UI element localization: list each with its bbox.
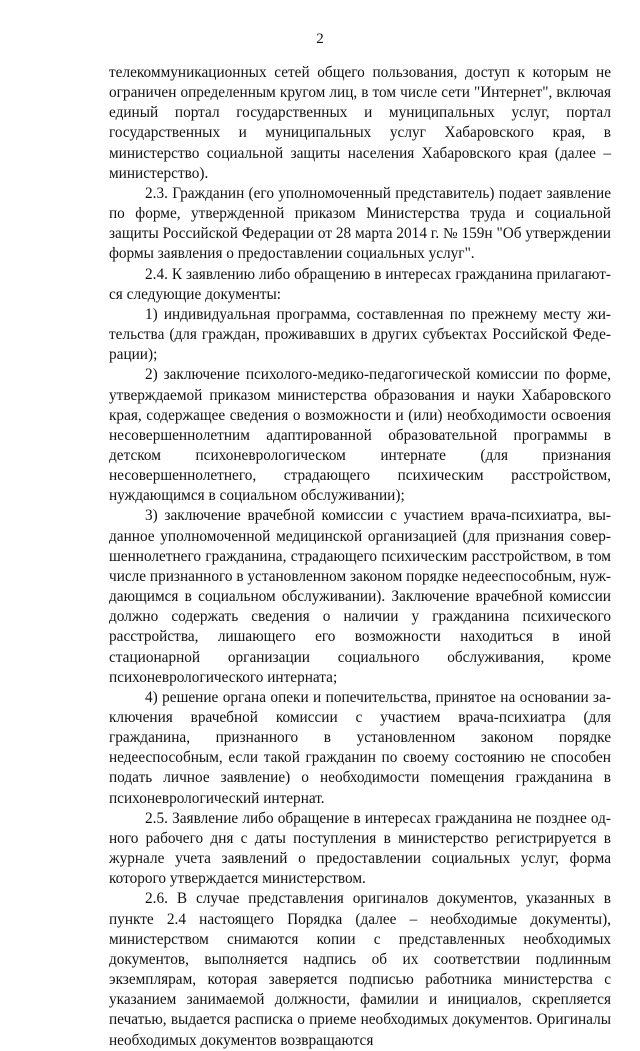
list-item-4: 4) решение органа опеки и попечительства, принятое на основании заключения врачебной комиссии с участием врача-психиатра (для гражданина, признанного в установленном законом порядке недееспособным, если такой гражданин по своему состоянию не способен подать личное заявление) о необходимости помещения гражданина в психоневрологический интернат. [109, 688, 611, 807]
paragraph-2-4: 2.4. К заявлению либо обращению в интересах гражданина прилагаются следующие документы: [109, 265, 611, 303]
paragraph-continued: телекоммуникационных сетей общего пользования, доступ к которым не ограничен определенным кругом лиц, в том числе сети "Интернет", включая единый портал государственных и муниципальных услуг, портал государственных и муниципальных услуг Хабаровского края, в министерство социальной защиты населения Хабаровского края (далее – министерство). [109, 64, 611, 182]
list-item-1: 1) индивидуальная программа, составленная по прежнему месту жительства (для граждан, проживавших в других субъектах Российской Федерации); [109, 305, 611, 364]
list-item-3: 3) заключение врачебной комиссии с участием врача-психиатра, выданное уполномоченной медицинской организацией (для признания совершеннолетнего гражданина, страдающего психическим расстройством, в том числе признанного в установленном законом порядке недееспособным, нуждающимся в социальном обслуживании). Заключение врачебной комиссии должно содержать сведения о наличии у гражданина психического расстройства, лишающего его возможности находиться в иной стационарной организации социального обслуживания, кроме психоневрологического интерната; [109, 507, 611, 686]
page-number: 2 [316, 31, 324, 47]
paragraph-2-5: 2.5. Заявление либо обращение в интересах гражданина не позднее одного рабочего дня с даты поступления в министерство регистрируется в журнале учета заявлений о предоставлении социальных услуг, форма которого утверждается министерством. [109, 809, 611, 888]
paragraph-2-3: 2.3. Гражданин (его уполномоченный представитель) подает заявление по форме, утвержденной приказом Министерства труда и социальной защиты Российской Федерации от 28 марта 2014 г. № 159н "Об утверждении формы заявления о предоставлении социальных услуг". [109, 184, 611, 263]
list-item-2: 2) заключение психолого-медико-педагогической комиссии по форме, утверждаемой приказом министерства образования и науки Хабаровского края, содержащее сведения о возможности и (или) необходимости освоения несовершеннолетним адаптированной образовательной программы в детском психоневрологическом интернате (для признания несовершеннолетнего, страдающего психическим расстройством, нуждающимся в социальном обслуживании); [109, 366, 611, 505]
paragraph-2-6: 2.6. В случае представления оригиналов документов, указанных в пункте 2.4 настоящего Порядка (далее – необходимые документы), министерством снимаются копии с представленных необходимых документов, выполняется надпись об их соответствии подлинным экземплярам, которая заверяется подписью работника министерства с указанием занимаемой должности, фамилии и инициалов, скрепляется печатью, выдается расписка о приеме необходимых документов. Оригиналы необходимых документов возвращаются [109, 890, 611, 1049]
document-body [109, 63, 611, 1051]
